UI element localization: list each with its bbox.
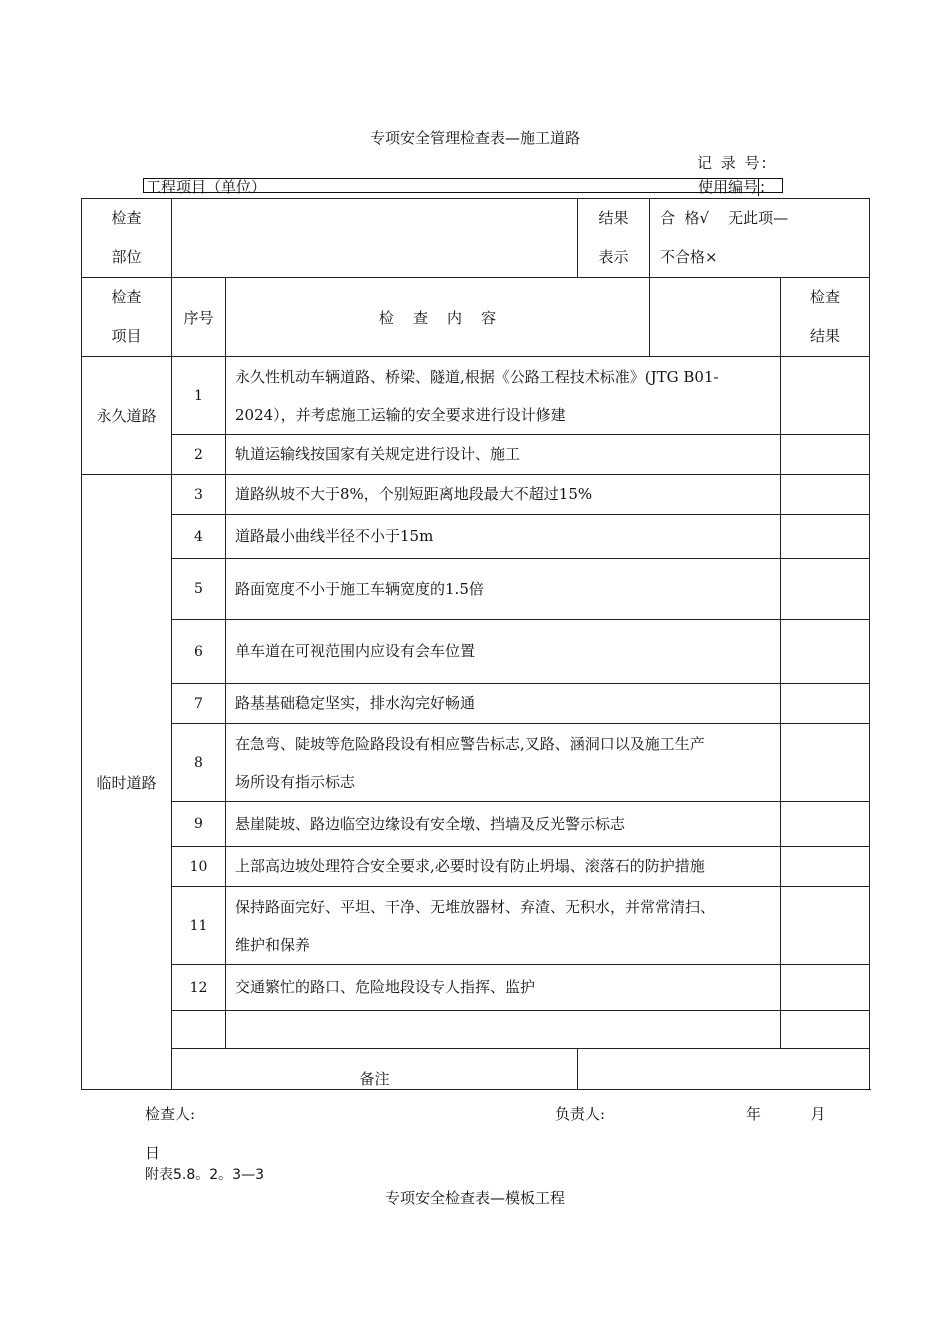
row-content bbox=[226, 887, 781, 965]
inspection-table bbox=[81, 198, 870, 1090]
inspector-label: 检查人: bbox=[145, 1105, 196, 1123]
result-header bbox=[781, 278, 870, 357]
result-legend-line1: 结果 bbox=[598, 209, 629, 227]
row-content: 上部高边坡处理符合安全要求,必要时设有防止坍塌、滚落石的防护措施 bbox=[226, 847, 781, 887]
row-result[interactable] bbox=[781, 847, 870, 887]
row-content bbox=[226, 357, 781, 435]
row-content: 轨道运输线按国家有关规定进行设计、施工 bbox=[226, 435, 781, 475]
remarks-value[interactable] bbox=[578, 1049, 870, 1090]
table-row bbox=[82, 965, 870, 1011]
date-day: 日 bbox=[145, 1144, 161, 1162]
row-number: 11 bbox=[172, 887, 226, 965]
result-legend-label bbox=[578, 199, 650, 278]
use-number-colon: : bbox=[760, 178, 766, 196]
row-content-line2: 维护和保养 bbox=[235, 935, 311, 954]
row-result[interactable] bbox=[781, 475, 870, 515]
inspect-item-line2: 项目 bbox=[111, 327, 142, 345]
responsible-label: 负责人: bbox=[555, 1105, 606, 1123]
next-table-title: 专项安全检查表—模板工程 bbox=[384, 1189, 565, 1207]
header-spacer bbox=[650, 278, 781, 357]
project-label: 工程项目（单位） bbox=[146, 178, 267, 196]
record-number-label: 记 录 号: bbox=[697, 154, 769, 172]
remarks-label: 备注 bbox=[172, 1049, 578, 1090]
row-content-line1: 保持路面完好、平坦、干净、无堆放器材、弃渣、无积水，并常常清扫、 bbox=[235, 897, 716, 916]
row-result[interactable] bbox=[781, 802, 870, 847]
table-row bbox=[82, 802, 870, 847]
row-number: 7 bbox=[172, 684, 226, 724]
appendix-label: 附表5.8。2。3—3 bbox=[145, 1167, 264, 1183]
row-content-empty[interactable] bbox=[226, 1011, 781, 1049]
use-number-text: 使用编号 bbox=[698, 178, 759, 196]
table-row bbox=[82, 684, 870, 724]
group-temporary-road: 临时道路 bbox=[82, 475, 172, 1090]
row-number-empty[interactable] bbox=[172, 1011, 226, 1049]
row-number: 8 bbox=[172, 724, 226, 802]
row-content bbox=[226, 724, 781, 802]
legend-line1: 合 格√ 无此项— bbox=[660, 209, 789, 227]
table-row bbox=[82, 620, 870, 684]
header-row-columns bbox=[82, 278, 870, 357]
table-row bbox=[82, 435, 870, 475]
inspect-item-line1: 检查 bbox=[111, 288, 142, 306]
group-permanent-road: 永久道路 bbox=[82, 357, 172, 475]
row-content: 路基基础稳定坚实，排水沟完好畅通 bbox=[226, 684, 781, 724]
row-number: 1 bbox=[172, 357, 226, 435]
row-result[interactable] bbox=[781, 559, 870, 620]
row-number: 10 bbox=[172, 847, 226, 887]
row-content: 路面宽度不小于施工车辆宽度的1.5倍 bbox=[226, 559, 781, 620]
inspect-item-header bbox=[82, 278, 172, 357]
result-header-line2: 结果 bbox=[810, 327, 841, 345]
table-row bbox=[82, 515, 870, 559]
row-content: 单车道在可视范围内应设有会车位置 bbox=[226, 620, 781, 684]
page-title: 专项安全管理检查表—施工道路 bbox=[369, 129, 580, 147]
row-result[interactable] bbox=[781, 684, 870, 724]
row-number: 6 bbox=[172, 620, 226, 684]
row-number: 4 bbox=[172, 515, 226, 559]
row-result[interactable] bbox=[781, 965, 870, 1011]
use-number-label bbox=[698, 176, 765, 197]
result-legend-line2: 表示 bbox=[598, 248, 629, 266]
row-result[interactable] bbox=[781, 357, 870, 435]
row-result-empty[interactable] bbox=[781, 1011, 870, 1049]
row-result[interactable] bbox=[781, 887, 870, 965]
row-content: 悬崖陡坡、路边临空边缘设有安全墩、挡墙及反光警示标志 bbox=[226, 802, 781, 847]
remarks-row bbox=[82, 1049, 870, 1090]
row-result[interactable] bbox=[781, 620, 870, 684]
legend-line2: 不合格× bbox=[660, 248, 718, 266]
row-result[interactable] bbox=[781, 724, 870, 802]
table-row bbox=[82, 724, 870, 802]
row-result[interactable] bbox=[781, 515, 870, 559]
row-content-line2: 场所设有指示标志 bbox=[235, 772, 356, 791]
row-content-line1: 永久性机动车辆道路、桥梁、隧道,根据《公路工程技术标准》(JTG B01- bbox=[235, 367, 719, 386]
table-row bbox=[82, 475, 870, 515]
row-number: 9 bbox=[172, 802, 226, 847]
row-content: 道路纵坡不大于8%，个别短距离地段最大不超过15% bbox=[226, 475, 781, 515]
inspect-part-label bbox=[82, 199, 172, 278]
row-number: 2 bbox=[172, 435, 226, 475]
row-content-line2: 2024），并考虑施工运输的安全要求进行设计修建 bbox=[235, 405, 566, 424]
content-header: 检 查 内 容 bbox=[226, 278, 650, 357]
row-content: 交通繁忙的路口、危险地段设专人指挥、监护 bbox=[226, 965, 781, 1011]
header-row-part bbox=[82, 199, 870, 278]
table-row-empty bbox=[82, 1011, 870, 1049]
inspect-part-line1: 检查 bbox=[111, 209, 142, 227]
row-number: 3 bbox=[172, 475, 226, 515]
row-number: 12 bbox=[172, 965, 226, 1011]
result-header-line1: 检查 bbox=[810, 288, 841, 306]
table-row bbox=[82, 887, 870, 965]
result-legend bbox=[650, 199, 870, 278]
date-year-month: 年 月 bbox=[746, 1105, 826, 1123]
inspect-part-line2: 部位 bbox=[111, 248, 142, 266]
inspect-part-value[interactable] bbox=[172, 199, 578, 278]
table-row bbox=[82, 357, 870, 435]
row-result[interactable] bbox=[781, 435, 870, 475]
row-number: 5 bbox=[172, 559, 226, 620]
row-content: 道路最小曲线半径不小于15m bbox=[226, 515, 781, 559]
row-content-line1: 在急弯、陡坡等危险路段设有相应警告标志,叉路、涵洞口以及施工生产 bbox=[235, 734, 705, 753]
table-row bbox=[82, 559, 870, 620]
table-row bbox=[82, 847, 870, 887]
seq-header: 序号 bbox=[172, 278, 226, 357]
